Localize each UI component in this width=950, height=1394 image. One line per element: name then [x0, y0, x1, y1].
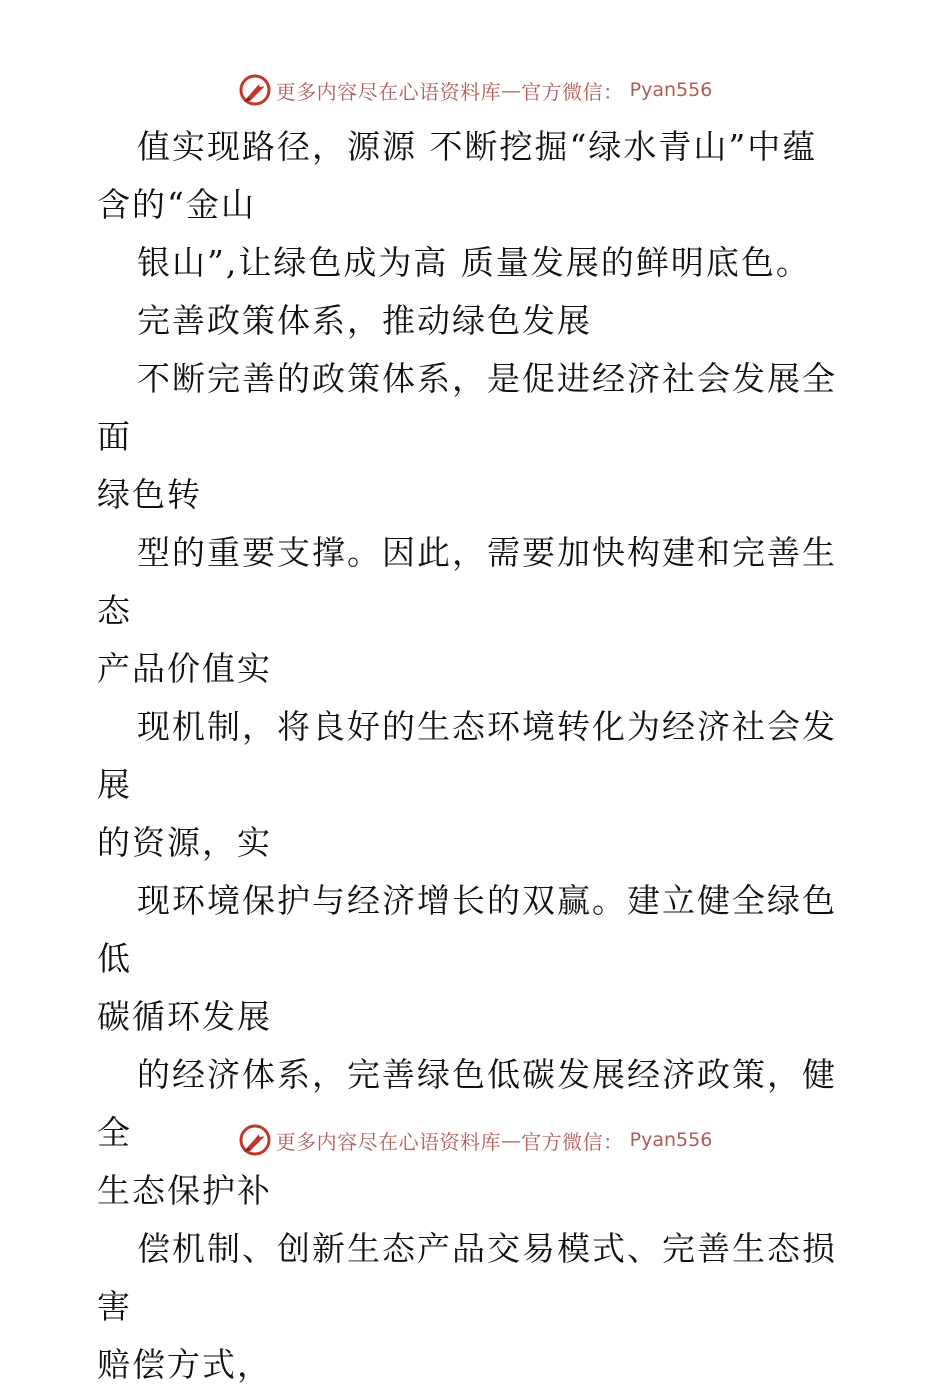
paragraph-line: 完善政策体系，推动绿色发展 [137, 301, 592, 340]
paragraph [97, 350, 857, 524]
paragraph-line: 值实现路径，源源 不断挖掘“绿水青山”中蕴 [137, 127, 818, 166]
pen-logo-icon [238, 73, 272, 107]
paragraph-line: 的经济体系，完善绿色低碳发展经济政策，健全 [97, 1055, 837, 1152]
banner-wechat-id: Pyan556 [629, 79, 713, 101]
paragraph-line: 银山”,让绿色成为高 质量发展的鲜明底色。 [137, 243, 811, 282]
paragraph [97, 234, 857, 292]
banner-site-text: 更多内容尽在心语资料库 [275, 1129, 502, 1154]
footer-banner [0, 1120, 950, 1160]
banner-wechat-id: Pyan556 [629, 1129, 713, 1151]
pen-logo-icon [238, 1123, 272, 1157]
paragraph-line-continued: 的资源，实 [97, 823, 272, 862]
paragraph [97, 1220, 857, 1394]
paragraph-line: 型的重要支撑。因此，需要加快构建和完善生态 [97, 533, 837, 630]
banner-wechat-label: 官方微信： [521, 1129, 624, 1154]
paragraph-line-continued: 产品价值实 [97, 649, 272, 688]
paragraph [97, 524, 857, 698]
paragraph-line-continued: 含的“金山 [97, 185, 256, 224]
banner-site-text: 更多内容尽在心语资料库 [275, 79, 502, 104]
section-heading [97, 292, 857, 350]
header-banner [0, 70, 950, 110]
paragraph-line-continued: 生态保护补 [97, 1171, 272, 1210]
banner-separator: — [501, 1128, 522, 1152]
paragraph [97, 118, 857, 234]
paragraph-line: 现环境保护与经济增长的双赢。建立健全绿色低 [97, 881, 837, 978]
paragraph-line-continued: 碳循环发展 [97, 997, 272, 1036]
paragraph-line-continued: 绿色转 [97, 475, 202, 514]
paragraph-line: 不断完善的政策体系，是促进经济社会发展全面 [97, 359, 837, 456]
paragraph-line: 偿机制、创新生态产品交易模式、完善生态损害 [97, 1229, 837, 1326]
document-body [97, 118, 857, 1394]
banner-separator: — [501, 78, 522, 102]
paragraph [97, 872, 857, 1046]
paragraph [97, 698, 857, 872]
banner-wechat-label: 官方微信： [521, 79, 624, 104]
paragraph-line-continued: 赔偿方式， [97, 1345, 272, 1384]
paragraph-line: 现机制，将良好的生态环境转化为经济社会发展 [97, 707, 837, 804]
